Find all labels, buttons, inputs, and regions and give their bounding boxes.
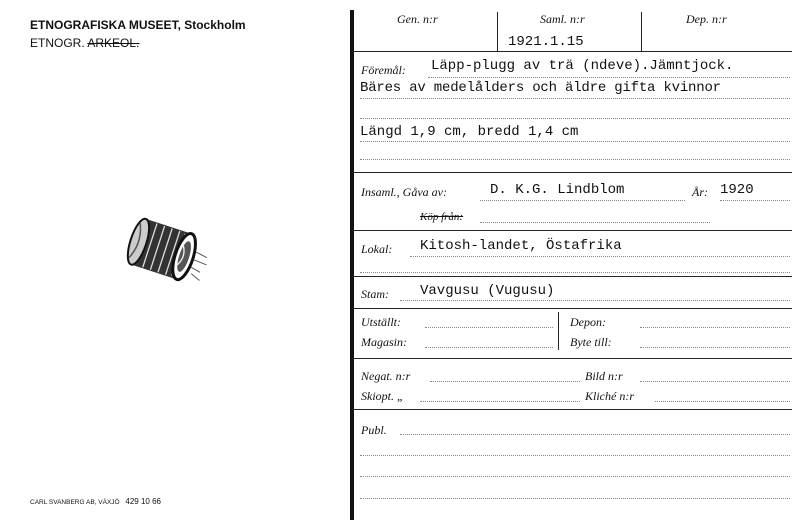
rule-header bbox=[352, 51, 792, 52]
insaml-value: D. K.G. Lindblom bbox=[490, 182, 625, 198]
stam-label: Stam: bbox=[361, 287, 389, 301]
printer-code: 429 10 66 bbox=[125, 497, 161, 506]
museum-name: ETNOGRAFISKA MUSEET, Stockholm bbox=[30, 18, 246, 32]
department-prefix: ETNOGR. bbox=[30, 36, 85, 50]
foremal-line1: Läpp-plugg av trä (ndeve).Jämntjock. bbox=[431, 58, 734, 74]
rule-storage bbox=[352, 358, 792, 359]
gen-nr-label: Gen. n:r bbox=[397, 12, 438, 26]
department-line bbox=[30, 36, 139, 50]
printer-name: CARL SVANBERG AB, VÄXJÖ bbox=[30, 499, 120, 506]
foremal-label: Föremål: bbox=[361, 63, 406, 77]
byte-label: Byte till: bbox=[570, 335, 612, 349]
storage-separator bbox=[558, 312, 559, 350]
publ-label: Publ. bbox=[361, 423, 387, 437]
utstallt-label: Utställt: bbox=[361, 315, 402, 329]
header-separator-1 bbox=[497, 12, 498, 52]
negat-label: Negat. n:r bbox=[361, 369, 411, 383]
rule-photo bbox=[352, 409, 792, 410]
kop-fran-struck: Köp från: bbox=[420, 211, 464, 223]
foremal-line2: Bäres av medelålders och äldre gifta kvinnor bbox=[360, 80, 721, 96]
kliche-label: Kliché n:r bbox=[585, 389, 634, 403]
magasin-label: Magasin: bbox=[361, 335, 407, 349]
header-separator-2 bbox=[641, 12, 642, 52]
card-divider bbox=[350, 10, 354, 520]
dep-nr-label: Dep. n:r bbox=[686, 12, 727, 26]
depon-label: Depon: bbox=[570, 315, 606, 329]
skiopt-label: Skiopt. „ bbox=[361, 389, 404, 403]
lip-plug-illustration bbox=[115, 215, 220, 287]
lokal-value: Kitosh-landet, Östafrika bbox=[420, 238, 622, 254]
stam-value: Vavgusu (Vugusu) bbox=[420, 283, 555, 299]
rule-stam bbox=[352, 308, 792, 309]
measurements: Längd 1,9 cm, bredd 1,4 cm bbox=[360, 124, 579, 140]
rule-foremal bbox=[352, 172, 792, 173]
bild-label: Bild n:r bbox=[585, 369, 623, 383]
insaml-label: Insaml., Gåva av: bbox=[361, 185, 447, 199]
year-label: År: bbox=[692, 185, 708, 199]
printer-imprint bbox=[30, 497, 161, 506]
lokal-label: Lokal: bbox=[361, 242, 393, 256]
saml-nr-label: Saml. n:r bbox=[540, 12, 585, 26]
department-struck: ARKEOL. bbox=[87, 36, 140, 50]
year-value: 1920 bbox=[720, 182, 754, 198]
saml-nr-value: 1921.1.15 bbox=[508, 34, 584, 50]
rule-insaml bbox=[352, 230, 792, 231]
rule-lokal bbox=[352, 276, 792, 277]
